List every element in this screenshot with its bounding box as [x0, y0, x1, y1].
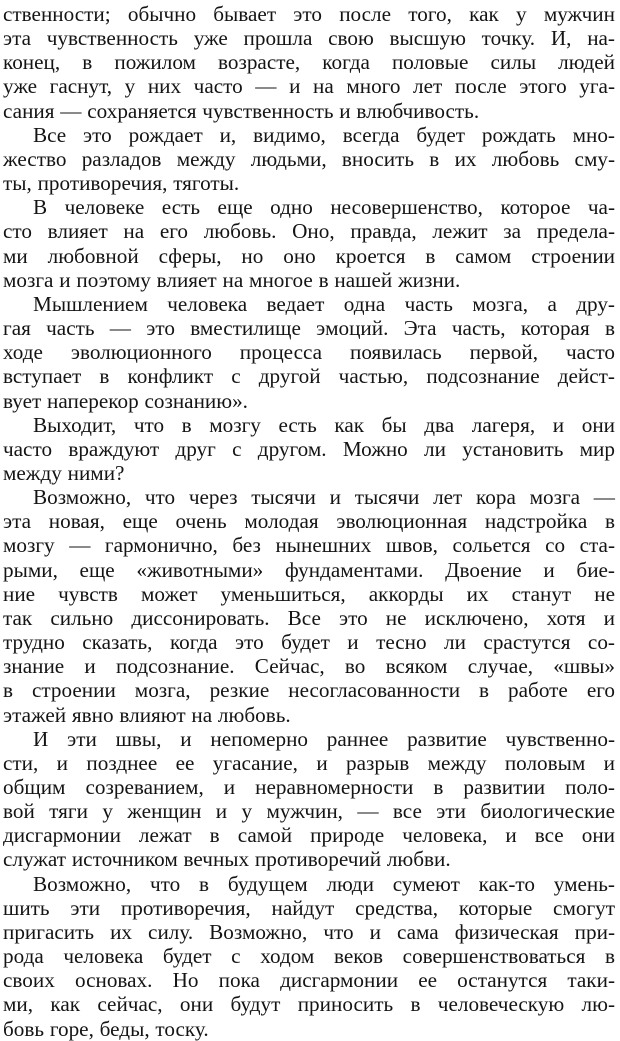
paragraph [3, 2, 615, 123]
text-line: ние чувств может уменьшиться, аккорды их станут не [3, 581, 615, 606]
text-line: служат источником вечных противоречий любви. [3, 847, 451, 872]
text-line: мозга и поэтому влияет на многое в нашей жизни. [3, 267, 461, 292]
text-line: Мышлением человека ведает одна часть мозга, а дру- [33, 291, 615, 316]
text-line: рода человека будет с ходом веков совершенствоваться в [3, 944, 615, 969]
text-line: трудно сказать, когда это будет и тесно ли срастутся со- [3, 630, 615, 655]
text-line: Возможно, что через тысячи и тысячи лет кора мозга — [33, 485, 615, 510]
text-line: ходе эволюционного процесса появилась первой, часто [3, 340, 615, 365]
text-line: вступает в конфликт с другой частью, подсознание дейст- [3, 364, 615, 389]
text-line: бовь горе, беды, тоску. [3, 1016, 209, 1041]
text-line: сти, и позднее ее угасание, и разрыв между половым и [3, 750, 615, 775]
text-line: общим созреванием, и неравномерности в развитии поло- [3, 775, 615, 799]
book-page [3, 2, 615, 1041]
paragraph [3, 123, 615, 195]
text-line: ственности; обычно бывает это после того, как у мужчин [3, 2, 615, 26]
text-line: Выходит, что в мозгу есть как бы два лагеря, и они [33, 412, 615, 437]
text-line: сания — сохраняется чувственность и влюбчивость. [3, 98, 480, 123]
text-line: шить эти противоречия, найдут средства, которые смогут [3, 895, 615, 920]
paragraph [3, 292, 615, 413]
text-line: эта новая, еще очень молодая эволюционная надстройка в [3, 509, 615, 534]
text-line: ми любовной сферы, но оно кроется в самом строении [3, 243, 615, 268]
text-line: между ними? [3, 460, 125, 485]
text-line: В человеке есть еще одно несовершенство, которое ча- [33, 195, 615, 220]
text-line: дисгармонии лежат в самой природе человека, и все они [3, 823, 615, 848]
text-line: мозгу — гармонично, без нынешних швов, сольется со ста- [3, 533, 615, 558]
paragraph [3, 195, 615, 292]
text-line: Возможно, что в будущем люди сумеют как-то умень- [33, 871, 615, 896]
text-line: пригасить их силу. Возможно, что и сама физическая при- [3, 919, 615, 944]
text-line: вой тяги у женщин и у мужчин, — все эти биологические [3, 799, 615, 824]
paragraph [3, 872, 615, 1041]
text-line: часто враждуют друг с другом. Можно ли установить мир [3, 436, 615, 461]
text-line: рыми, еще «животными» фундаментами. Двоение и бие- [3, 557, 615, 582]
paragraph [3, 413, 615, 485]
text-line: сто влияет на его любовь. Оно, правда, лежит за предела- [3, 219, 615, 244]
text-line: гая часть — это вместилище эмоций. Эта часть, которая в [3, 316, 615, 341]
text-line: своих основах. Но пока дисгармонии ее останутся таки- [3, 968, 615, 993]
text-line: Все это рождает и, видимо, всегда будет рождать мно- [33, 122, 615, 147]
text-line: ты, противоречия, тяготы. [3, 171, 240, 196]
text-line: в строении мозга, резкие несогласованности в работе его [3, 678, 615, 703]
text-line: ми, как сейчас, они будут приносить в человеческую лю- [3, 992, 615, 1017]
text-line: эта чувственность уже прошла свою высшую точку. И, на- [3, 26, 615, 51]
text-line: этажей явно влияют на любовь. [3, 702, 291, 727]
paragraph [3, 485, 615, 727]
text-line: так сильно диссонировать. Все это не исключено, хотя и [3, 605, 615, 630]
text-line: вует наперекор сознанию». [3, 388, 248, 413]
text-line: уже гаснут, у них часто — и на много лет после этого уга- [3, 74, 615, 99]
text-line: И эти швы, и непомерно раннее развитие чувственно- [33, 726, 615, 751]
text-line: жество разладов между людьми, вносить в их любовь сму- [3, 146, 615, 171]
paragraph [3, 727, 615, 872]
text-line: знание и подсознание. Сейчас, во всяком случае, «швы» [3, 654, 615, 679]
text-line: конец, в пожилом возрасте, когда половые силы людей [3, 50, 615, 75]
